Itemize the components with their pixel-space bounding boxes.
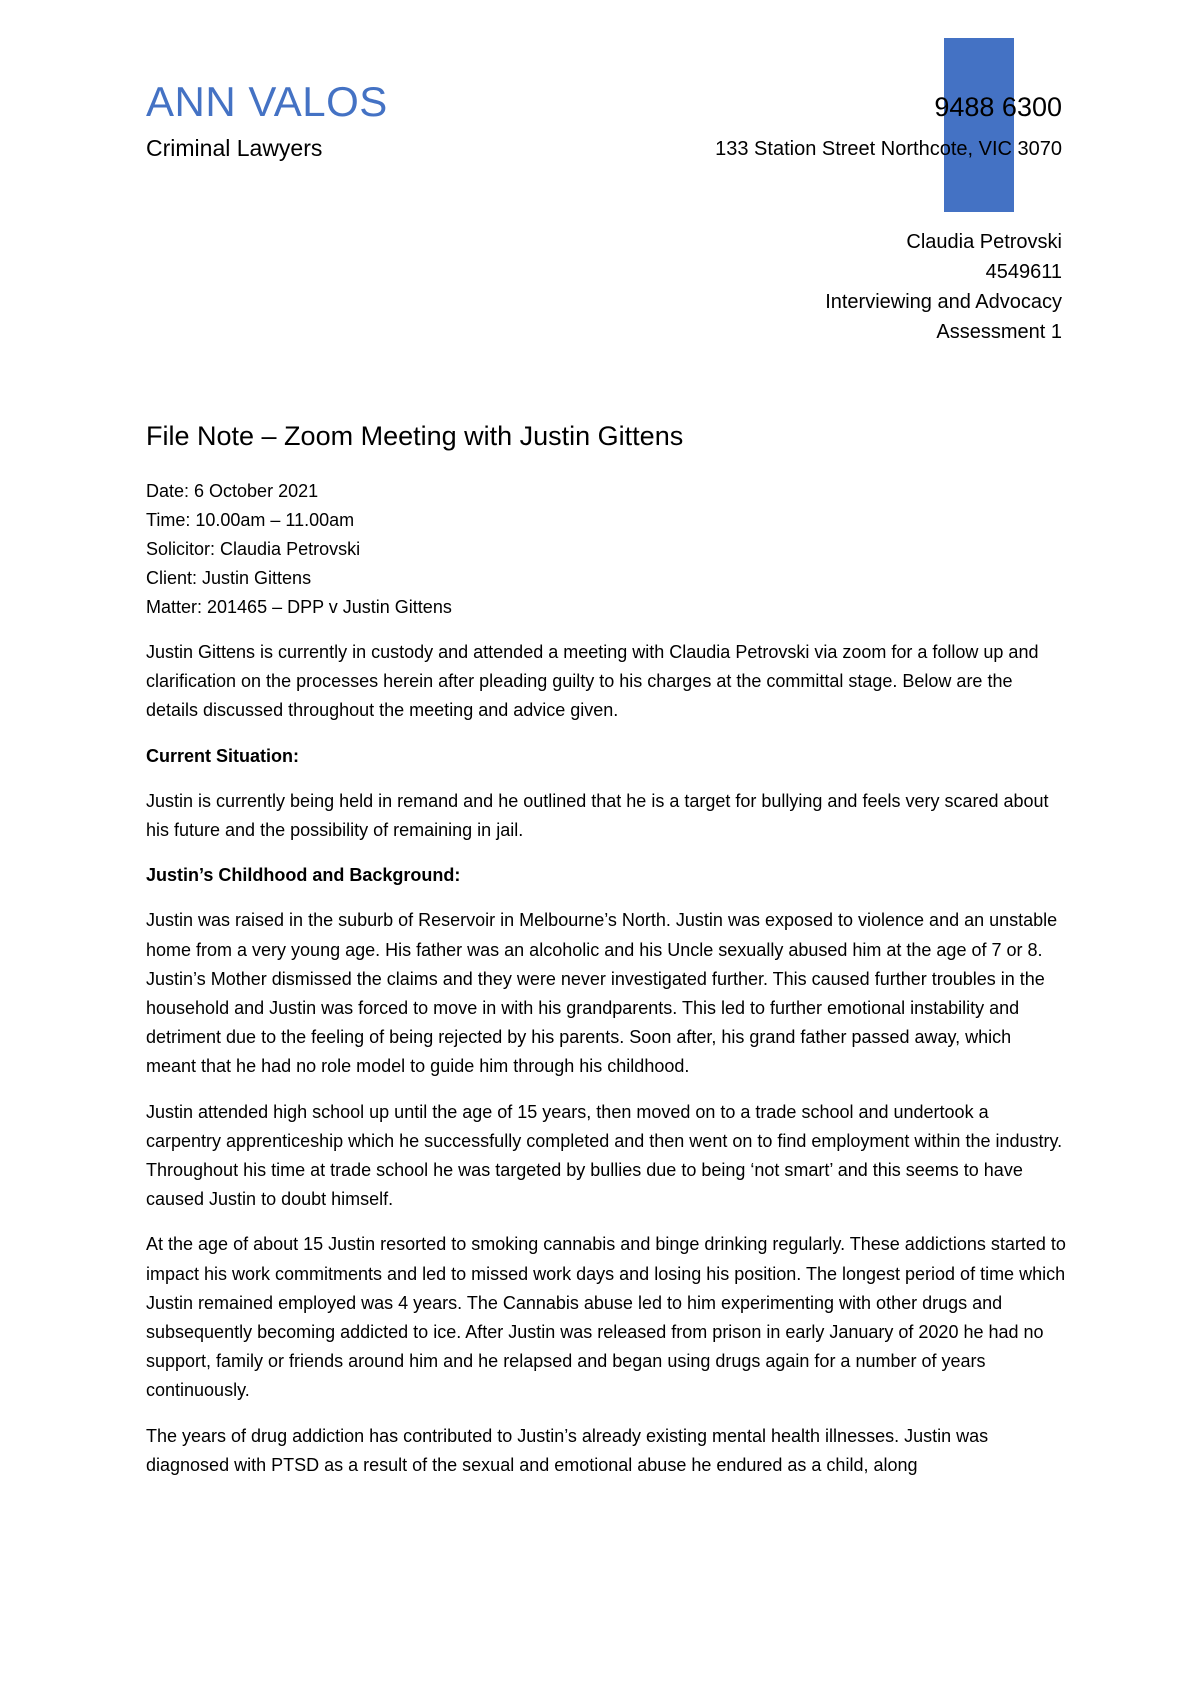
file-note-meta xyxy=(146,477,452,622)
meta-date: Date: 6 October 2021 xyxy=(146,481,319,501)
author-subject: Interviewing and Advocacy xyxy=(825,291,1062,313)
page-number-tab xyxy=(944,38,1014,212)
page-number: 1 xyxy=(1018,164,1030,186)
author-name: Claudia Petrovski xyxy=(906,231,1062,253)
childhood-paragraph-1: Justin was raised in the suburb of Reservoir in Melbourne’s North. Justin was exposed to violence and an unstable home from a very young age. His father was an alcoholic and his Uncle sexually abused him at the age of 7 or 8. Justin’s Mother dismissed the claims and they were never investigated further. This caused further troubles in the household and Justin was forced to move in with his grandparents. This led to further emotional instability and detriment due to the feeling of being rejected by his parents. Soon after, his grand father passed away, which meant that he had no role model to guide him through his childhood. xyxy=(146,910,1058,1077)
firm-address: 133 Station Street Northcote, VIC 3070 xyxy=(715,138,1062,160)
document-body xyxy=(146,638,1066,1496)
document-title: File Note – Zoom Meeting with Justin Gittens xyxy=(146,421,684,451)
author-assessment: Assessment 1 xyxy=(936,321,1062,343)
firm-subtitle: Criminal Lawyers xyxy=(146,135,323,161)
author-block xyxy=(825,227,1062,347)
current-situation-paragraph: Justin is currently being held in remand and he outlined that he is a target for bullying and feels very scared about his future and the possibility of remaining in jail. xyxy=(146,790,1049,841)
childhood-paragraph-2: Justin attended high school up until the age of 15 years, then moved on to a trade school and undertook a carpentry apprenticeship which he successfully completed and then went on to find employment within the industry. Throughout his time at trade school he was targeted by bullies due to being ‘not smart’ and this seems to have caused Justin to doubt himself. xyxy=(146,1101,1063,1210)
meta-client: Client: Justin Gittens xyxy=(146,568,312,588)
section-heading-childhood: Justin’s Childhood and Background: xyxy=(146,865,461,886)
firm-phone: 9488 6300 xyxy=(934,92,1062,122)
section-heading-current-situation: Current Situation: xyxy=(146,745,299,766)
firm-name: ANN VALOS xyxy=(146,78,388,125)
author-student-id: 4549611 xyxy=(985,261,1062,283)
childhood-paragraph-3: At the age of about 15 Justin resorted to smoking cannabis and binge drinking regularly. These addictions started to impact his work commitments and led to missed work days and losing his position. The longest period of time which Justin remained employed was 4 years. The Cannabis abuse led to him experimenting with other drugs and subsequently becoming addicted to ice. After Justin was released from prison in early January of 2020 he had no support, family or friends around him and he relapsed and began using drugs again for a number of years continuously. xyxy=(146,1234,1066,1401)
intro-paragraph: Justin Gittens is currently in custody and attended a meeting with Claudia Petrovski via zoom for a follow up and clarification on the processes herein after pleading guilty to his charges at the committal stage. Below are the details discussed throughout the meeting and advice given. xyxy=(146,642,1039,721)
meta-matter: Matter: 201465 – DPP v Justin Gittens xyxy=(146,597,452,617)
meta-time: Time: 10.00am – 11.00am xyxy=(146,510,355,530)
childhood-paragraph-4: The years of drug addiction has contributed to Justin’s already existing mental health illnesses. Justin was diagnosed with PTSD as a result of the sexual and emotional abuse he endured as a child, along xyxy=(146,1425,989,1475)
meta-solicitor: Solicitor: Claudia Petrovski xyxy=(146,539,361,559)
